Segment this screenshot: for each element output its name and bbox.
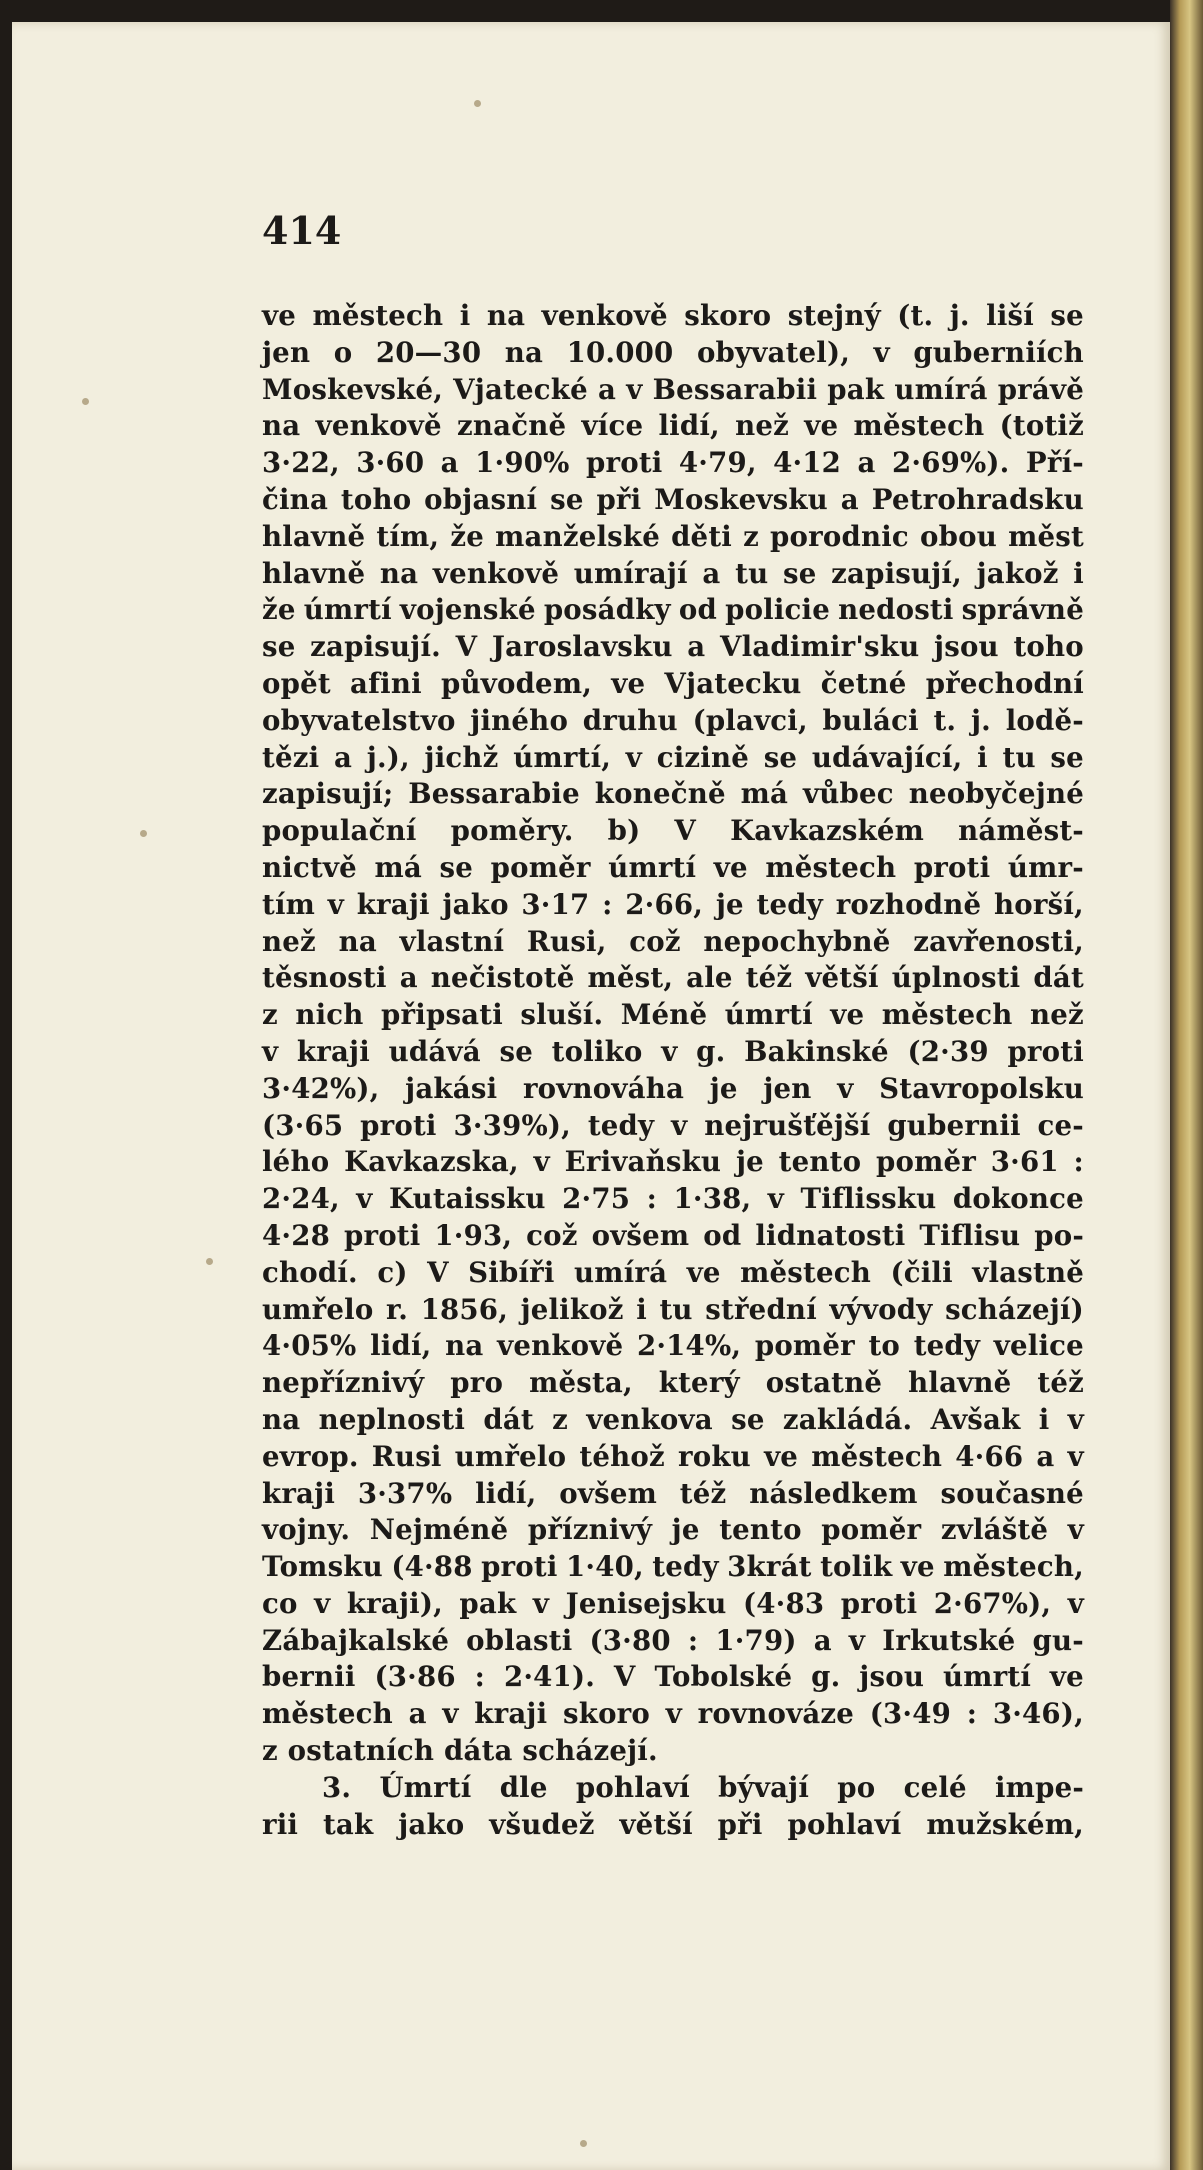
text-line: z nich připsati sluší. Méně úmrtí ve městech než (262, 998, 1084, 1032)
text-line: (3·65 proti 3·39%), tedy v nejrušťější gubernii ce- (262, 1108, 1084, 1142)
text-line: jen o 20—30 na 10.000 obyvatel), v guberniích (262, 335, 1084, 369)
paper-speck (206, 1258, 213, 1265)
text-line: co v kraji), pak v Jenisejsku (4·83 proti 2·67%), v (262, 1586, 1084, 1620)
text-line: obyvatelstvo jiného druhu (plavci, buláci t. j. lodě- (262, 703, 1084, 737)
text-line: ve městech i na venkově skoro stejný (t. j. liší se (262, 299, 1084, 332)
paper-speck (140, 830, 147, 837)
section-heading-line: 3. Úmrtí dle pohlaví bývají po celé impe- (322, 1770, 1084, 1804)
text-line: na venkově značně více lidí, než ve městech (totiž (262, 409, 1084, 443)
text-line: 2·24, v Kutaissku 2·75 : 1·38, v Tiflissku dokonce (262, 1182, 1084, 1216)
text-line: lého Kavkazska, v Erivaňsku je tento poměr 3·61 : (262, 1145, 1084, 1179)
text-line: Moskevské, Vjatecké a v Bessarabii pak umírá právě (262, 372, 1084, 406)
text-line: populační poměry. b) V Kavkazském náměst- (262, 814, 1084, 848)
text-line: zapisují; Bessarabie konečně má vůbec neobyčejné (262, 777, 1084, 811)
text-line: nepříznivý pro města, který ostatně hlavně též (262, 1366, 1084, 1400)
text-line: hlavně tím, že manželské děti z porodnic obou měst (262, 519, 1084, 553)
text-line: nictvě má se poměr úmrtí ve městech proti úmr- (262, 850, 1084, 884)
text-line: na neplnosti dát z venkova se zakládá. Avšak i v (262, 1402, 1084, 1436)
text-line: čina toho objasní se při Moskevsku a Petrohradsku (262, 482, 1084, 516)
page-number: 414 (262, 208, 342, 253)
text-line: rii tak jako všudež větší při pohlaví mužském, (262, 1807, 1084, 1841)
text-line: evrop. Rusi umřelo téhož roku ve městech 4·66 a v (262, 1439, 1084, 1473)
text-line: se zapisují. V Jaroslavsku a Vladimir'sku jsou toho (262, 630, 1084, 664)
text-line: hlavně na venkově umírají a tu se zapisují, jakož i (262, 556, 1084, 590)
paper-speck (580, 2140, 587, 2147)
paper-speck (474, 100, 481, 107)
text-line: městech a v kraji skoro v rovnováze (3·49 : 3·46), (262, 1697, 1084, 1731)
paper-speck (82, 398, 89, 405)
text-line: Zábajkalské oblasti (3·80 : 1·79) a v Irkutské gu- (262, 1623, 1084, 1657)
text-line: tím v kraji jako 3·17 : 2·66, je tedy rozhodně horší, (262, 887, 1084, 921)
text-line: z ostatních dáta scházejí. (262, 1734, 658, 1768)
text-line: 4·28 proti 1·93, což ovšem od lidnatosti Tiflisu po- (262, 1218, 1084, 1252)
body-text (262, 298, 1084, 1843)
text-line: opět afini původem, ve Vjatecku četné přechodní (262, 666, 1084, 700)
text-line: 3·42%), jakási rovnováha je jen v Stavropolsku (262, 1071, 1084, 1105)
text-line: těsnosti a nečistotě měst, ale též větší úplnosti dát (262, 961, 1084, 995)
text-line: umřelo r. 1856, jelikož i tu střední vývody scházejí) (262, 1292, 1084, 1326)
text-line: že úmrtí vojenské posádky od policie nedosti správně (262, 593, 1084, 627)
text-line: 3·22, 3·60 a 1·90% proti 4·79, 4·12 a 2·69%). Pří- (262, 446, 1084, 480)
text-line: kraji 3·37% lidí, ovšem též následkem současné (262, 1476, 1084, 1510)
text-line: bernii (3·86 : 2·41). V Tobolské g. jsou úmrtí ve (262, 1660, 1084, 1694)
text-line: 4·05% lidí, na venkově 2·14%, poměr to tedy velice (262, 1329, 1084, 1363)
text-line: než na vlastní Rusi, což nepochybně zavřenosti, (262, 924, 1084, 958)
text-line: tězi a j.), jichž úmrtí, v cizině se udávající, i tu se (262, 740, 1084, 774)
text-line: chodí. c) V Sibíři umírá ve městech (čili vlastně (262, 1255, 1084, 1289)
text-line: vojny. Nejméně příznivý je tento poměr zvláště v (262, 1513, 1084, 1547)
text-line: v kraji udává se toliko v g. Bakinské (2·39 proti (262, 1034, 1084, 1068)
text-line: Tomsku (4·88 proti 1·40, tedy 3krát tolik ve městech, (262, 1550, 1084, 1584)
page-edge (1170, 0, 1203, 2170)
